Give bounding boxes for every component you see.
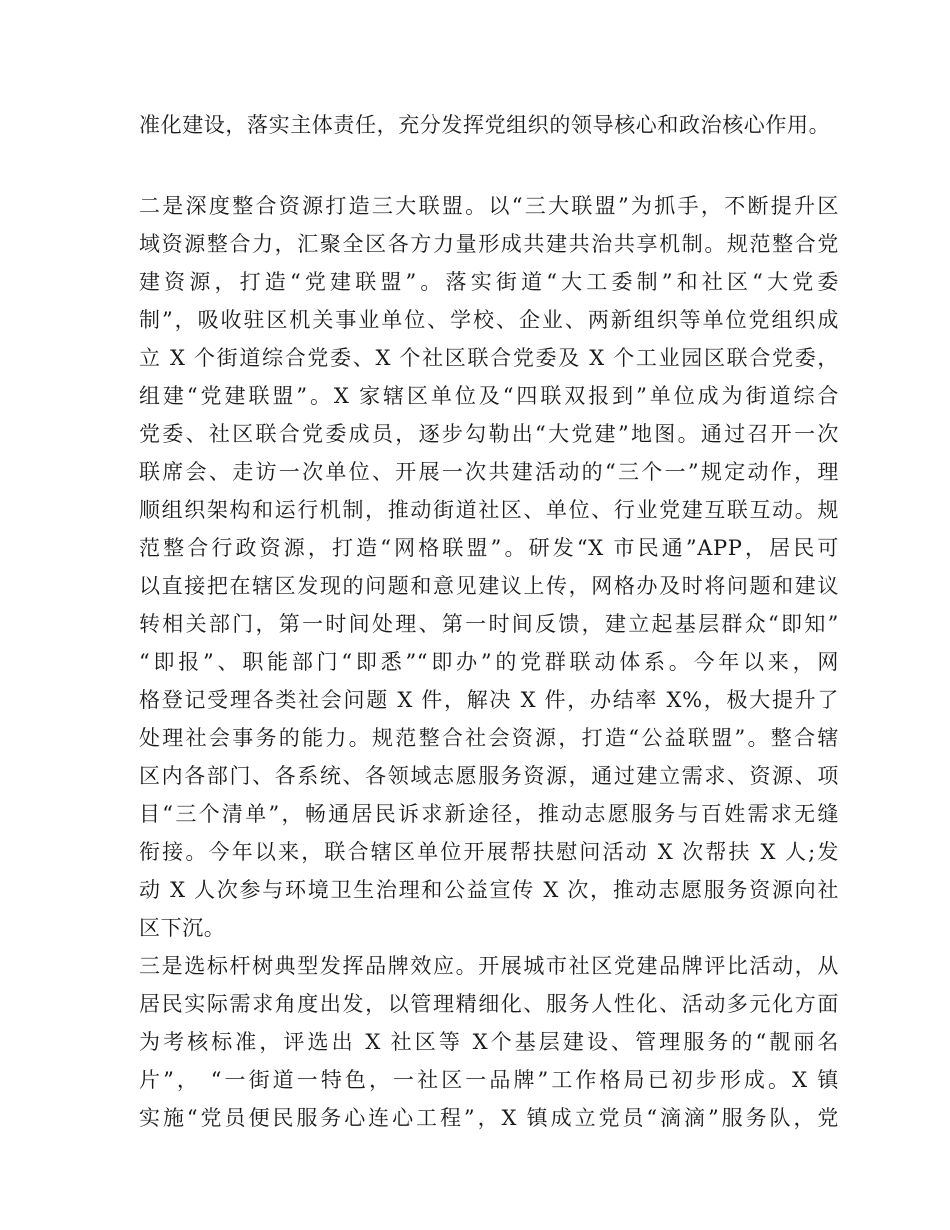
text-line-17: 区内各部门、各系统、各领域志愿服务资源，通过建立需求、资源、项: [139, 764, 839, 788]
text-line-21: 区下沉。: [139, 916, 226, 940]
text-line-13: 转相关部门，第一时间处理、第一时间反馈，建立起基层群众“即知”: [139, 612, 839, 636]
text-line-22: 三是选标杆树典型发挥品牌效应。开展城市社区党建品牌评比活动，从: [139, 954, 839, 978]
text-line-24: 为考核标准，评选出 X 社区等 X个基层建设、管理服务的“靓丽名: [139, 1030, 840, 1054]
text-line-18: 目“三个清单”，畅通居民诉求新途径，推动志愿服务与百姓需求无缝: [139, 802, 839, 826]
text-line-1: 准化建设，落实主体责任，充分发挥党组织的领导核心和政治核心作用。: [139, 113, 831, 137]
text-line-11: 范整合行政资源，打造“网格联盟”。研发“X 市民通”APP，居民可: [139, 536, 839, 560]
text-line-10: 顺组织架构和运行机制，推动街道社区、单位、行业党建互联互动。规: [139, 498, 839, 522]
text-line-12: 以直接把在辖区发现的问题和意见建议上传，网格办及时将问题和建议: [139, 574, 839, 598]
text-line-15: 格登记受理各类社会问题 X 件，解决 X 件，办结率 X%，极大提升了: [139, 688, 839, 712]
text-line-20: 动 X 人次参与环境卫生治理和公益宣传 X 次，推动志愿服务资源向社: [139, 878, 839, 902]
text-line-26: 实施“党员便民服务心连心工程”，X 镇成立党员“滴滴”服务队，党: [139, 1106, 839, 1130]
text-line-4: 建资源，打造“党建联盟”。落实街道“大工委制”和社区“大党委: [139, 270, 839, 294]
text-line-23: 居民实际需求角度出发，以管理精细化、服务人性化、活动多元化方面: [139, 992, 839, 1016]
text-line-5: 制”，吸收驻区机关事业单位、学校、企业、两新组织等单位党组织成: [139, 308, 839, 332]
text-line-6: 立 X 个街道综合党委、X 个社区联合党委及 X 个工业园区联合党委，: [139, 346, 839, 370]
text-line-14: “即报”、职能部门“即悉”“即办”的党群联动体系。今年以来，网: [139, 650, 839, 674]
text-line-2: 二是深度整合资源打造三大联盟。以“三大联盟”为抓手，不断提升区: [139, 194, 839, 218]
text-line-8: 党委、社区联合党委成员，逐步勾勒出“大党建”地图。通过召开一次: [139, 422, 839, 446]
text-line-16: 处理社会事务的能力。规范整合社会资源，打造“公益联盟”。整合辖: [139, 726, 839, 750]
text-line-25: 片”， “一街道一特色，一社区一品牌”工作格局已初步形成。X 镇: [139, 1068, 839, 1092]
text-line-3: 域资源整合力，汇聚全区各方力量形成共建共治共享机制。规范整合党: [139, 232, 839, 256]
text-line-19: 衔接。今年以来，联合辖区单位开展帮扶慰问活动 X 次帮扶 X 人;发: [139, 840, 839, 864]
text-line-7: 组建“党建联盟”。X 家辖区单位及“四联双报到”单位成为街道综合: [139, 384, 839, 408]
text-line-9: 联席会、走访一次单位、开展一次共建活动的“三个一”规定动作，理: [139, 460, 839, 484]
